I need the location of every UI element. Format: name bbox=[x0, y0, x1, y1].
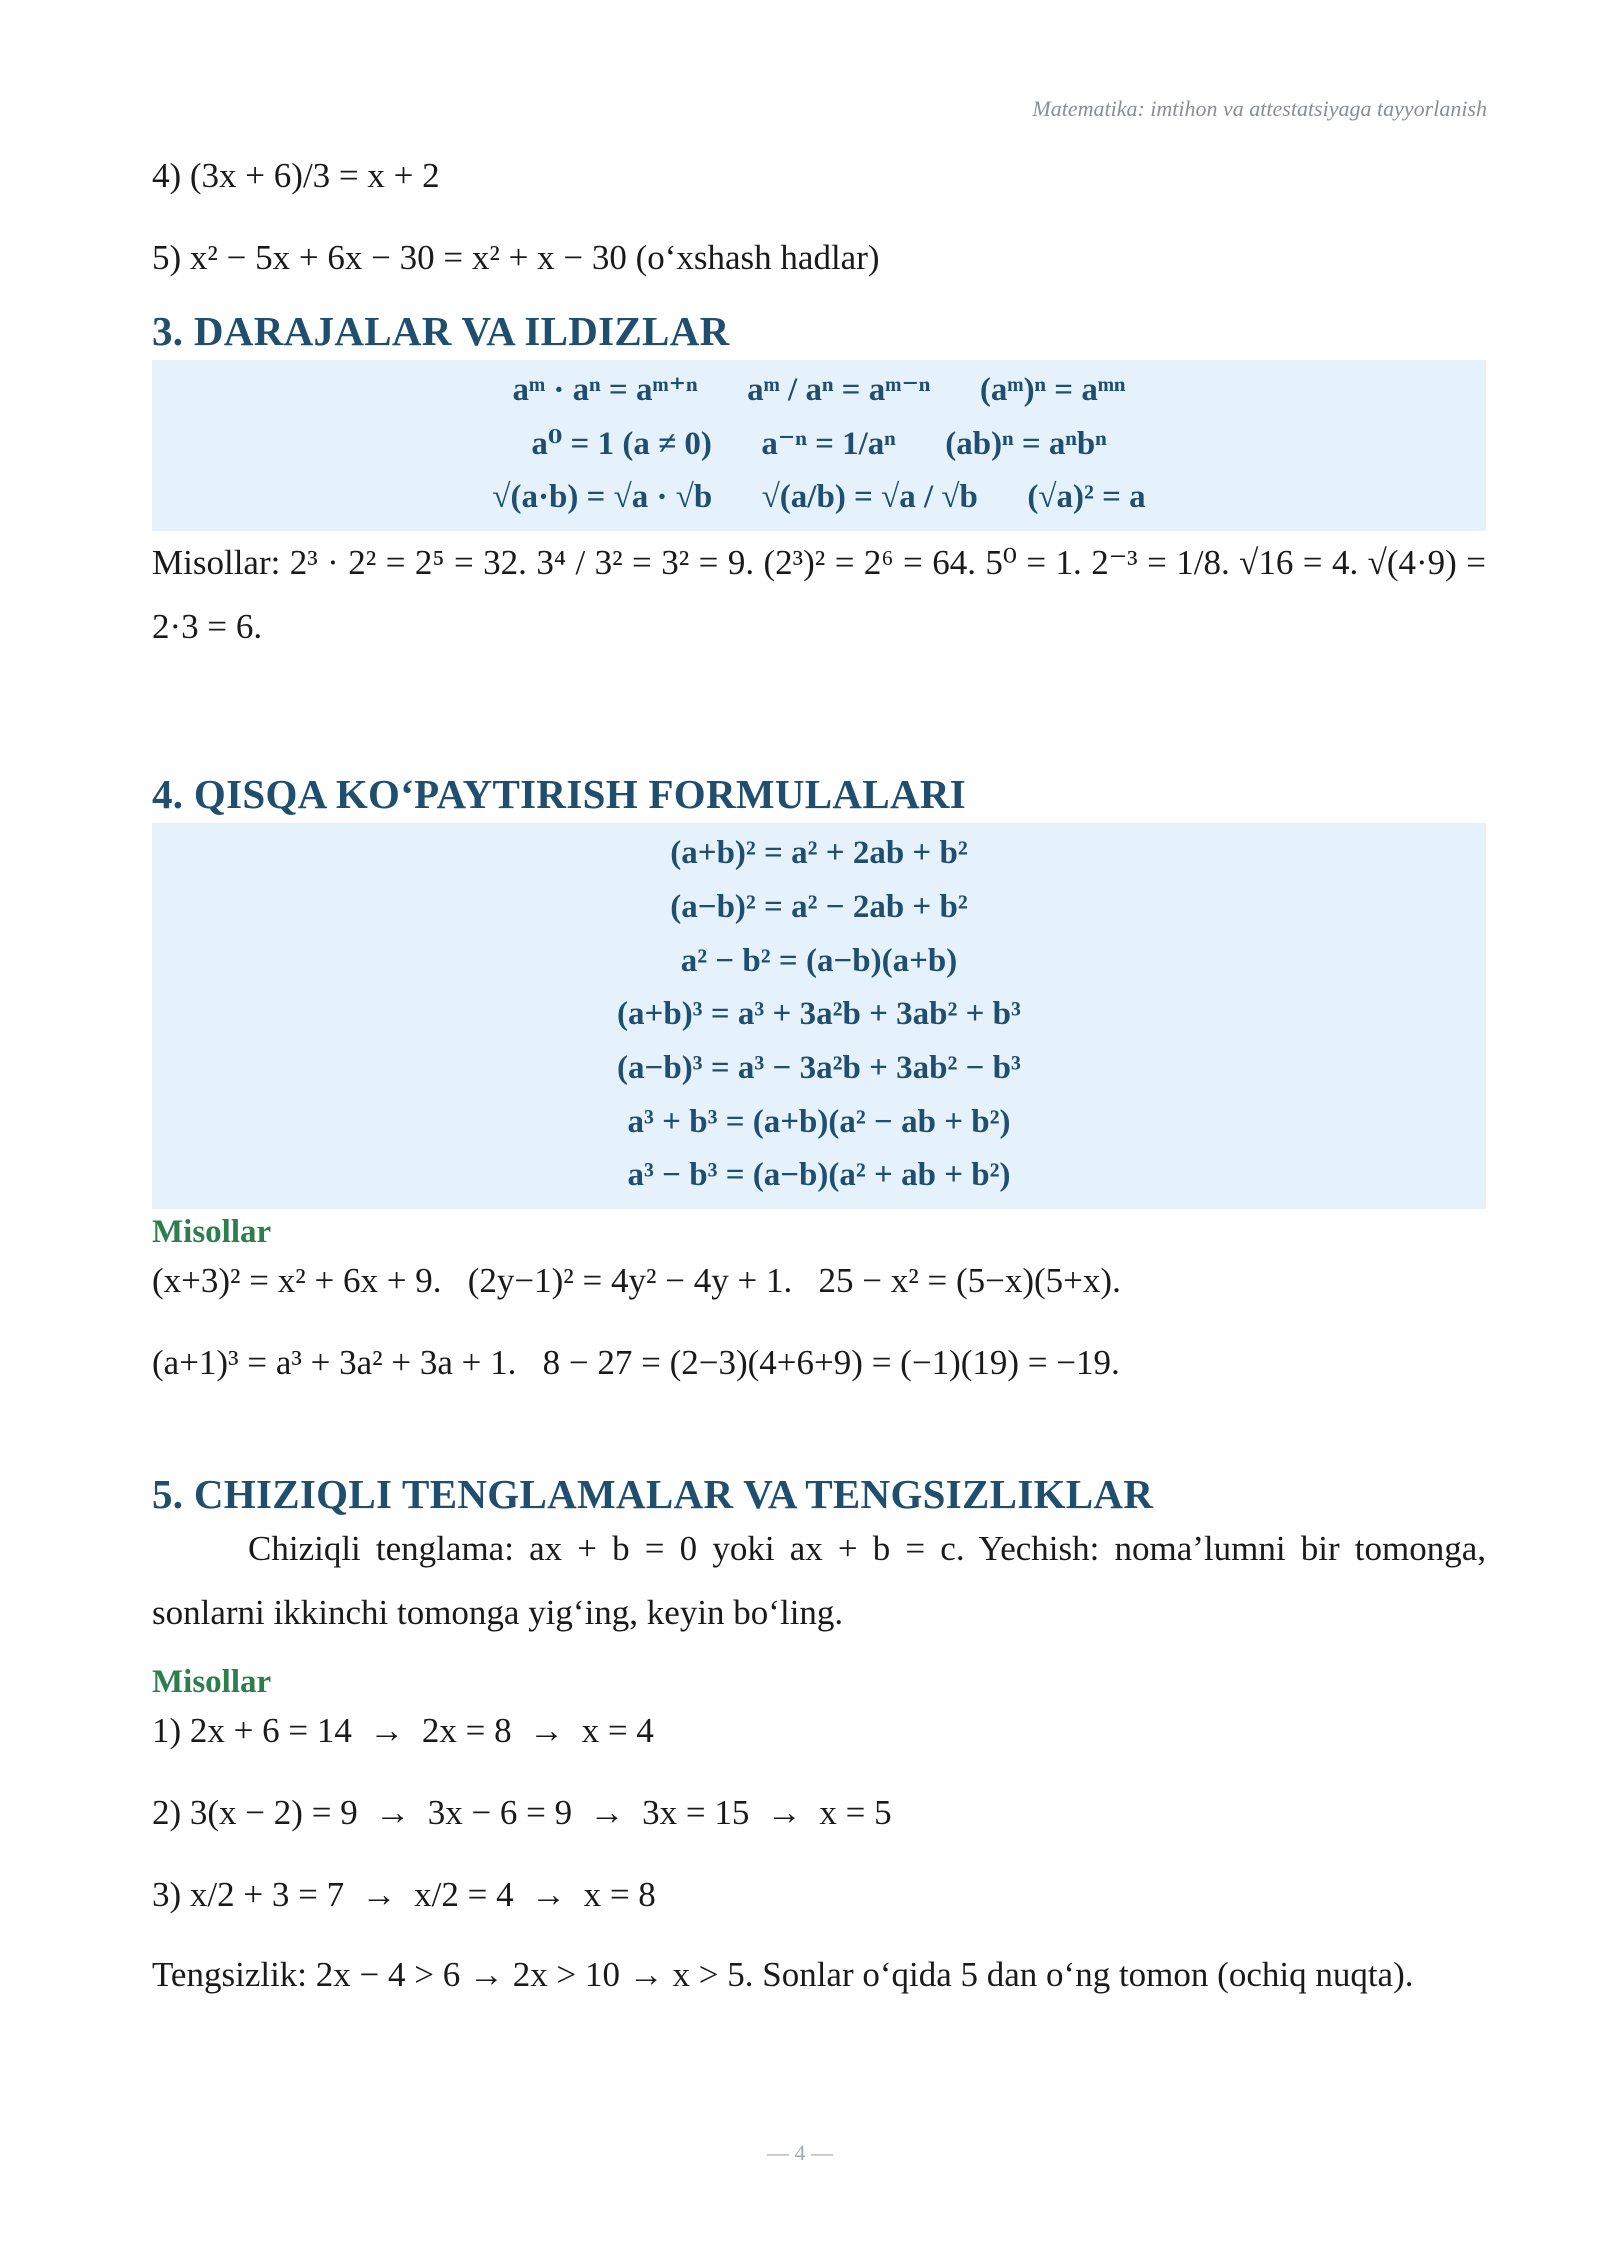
section5-example-line: 2) 3(x − 2) = 9 → 3x − 6 = 9 → 3x = 15 → x = 5 bbox=[152, 1793, 892, 1833]
intro-line-5: 5) x² − 5x + 6x − 30 = x² + x − 30 (o‘xshash hadlar) bbox=[152, 238, 880, 277]
section5-paragraph: Chiziqli tenglama: ax + b = 0 yoki ax + b = c. Yechish: noma’lumni bir tomonga, sonlarni ikkinchi tomonga yig‘ing, keyin bo‘ling. bbox=[152, 1529, 1486, 1633]
formula-row: a² − b² = (a−b)(a+b) bbox=[680, 942, 958, 979]
formula-row: (a+b)² = a² + 2ab + b² bbox=[670, 835, 968, 872]
section3-examples: Misollar: 2³ · 2² = 2⁵ = 32. 3⁴ / 3² = 3² = 9. (2³)² = 2⁶ = 64. 5⁰ = 1. 2⁻³ = 1/8. √16 = 4. √(4·9) = 2·3 = 6. bbox=[152, 543, 1486, 647]
formula-row: a⁰ = 1 (a ≠ 0) a⁻ⁿ = 1/aⁿ (ab)ⁿ = aⁿbⁿ bbox=[531, 425, 1107, 462]
section3-formula-box bbox=[152, 360, 1486, 531]
formula-row: a³ − b³ = (a−b)(a² + ab + b²) bbox=[627, 1157, 1011, 1194]
formula-row: a³ + b³ = (a+b)(a² − ab + b²) bbox=[627, 1103, 1011, 1140]
formula-row: aᵐ · aⁿ = aᵐ⁺ⁿ aᵐ / aⁿ = aᵐ⁻ⁿ (aᵐ)ⁿ = aᵐⁿ bbox=[512, 372, 1126, 408]
section3-title: 3. DARAJALAR VA ILDIZLAR bbox=[152, 308, 730, 354]
section5-title: 5. CHIZIQLI TENGLAMALAR VA TENGSIZLIKLAR bbox=[152, 1471, 1154, 1518]
running-header: Matematika: imtihon va attestatsiyaga tayyorlanish bbox=[1032, 96, 1487, 121]
page-number-footer: — 4 — bbox=[767, 2140, 833, 2165]
section5-inequality: Tengsizlik: 2x − 4 > 6 → 2x > 10 → x > 5. Sonlar o‘qida 5 dan o‘ng tomon (ochiq nuqta). bbox=[152, 1955, 1414, 1995]
intro-line-4: 4) (3x + 6)/3 = x + 2 bbox=[152, 156, 440, 195]
page-content bbox=[152, 150, 1486, 2007]
section5-examples-label: Misollar bbox=[152, 1664, 272, 1701]
section4-example-line: (a+1)³ = a³ + 3a² + 3a + 1. 8 − 27 = (2−3)(4+6+9) = (−1)(19) = −19. bbox=[152, 1343, 1120, 1383]
section4-formula-box bbox=[152, 823, 1486, 1209]
section4-examples-label: Misollar bbox=[152, 1214, 272, 1251]
section4-example-line: (x+3)² = x² + 6x + 9. (2y−1)² = 4y² − 4y + 1. 25 − x² = (5−x)(5+x). bbox=[152, 1261, 1121, 1301]
section4-title: 4. QISQA KO‘PAYTIRISH FORMULALARI bbox=[152, 771, 967, 818]
formula-row: (a+b)³ = a³ + 3a²b + 3ab² + b³ bbox=[617, 996, 1021, 1033]
section5-example-line: 3) x/2 + 3 = 7 → x/2 = 4 → x = 8 bbox=[152, 1875, 656, 1915]
formula-row: (a−b)³ = a³ − 3a²b + 3ab² − b³ bbox=[617, 1049, 1021, 1086]
formula-row: √(a·b) = √a · √b √(a/b) = √a / √b (√a)² = a bbox=[492, 479, 1146, 516]
formula-row: (a−b)² = a² − 2ab + b² bbox=[670, 888, 968, 925]
section5-example-line: 1) 2x + 6 = 14 → 2x = 8 → x = 4 bbox=[152, 1711, 654, 1751]
